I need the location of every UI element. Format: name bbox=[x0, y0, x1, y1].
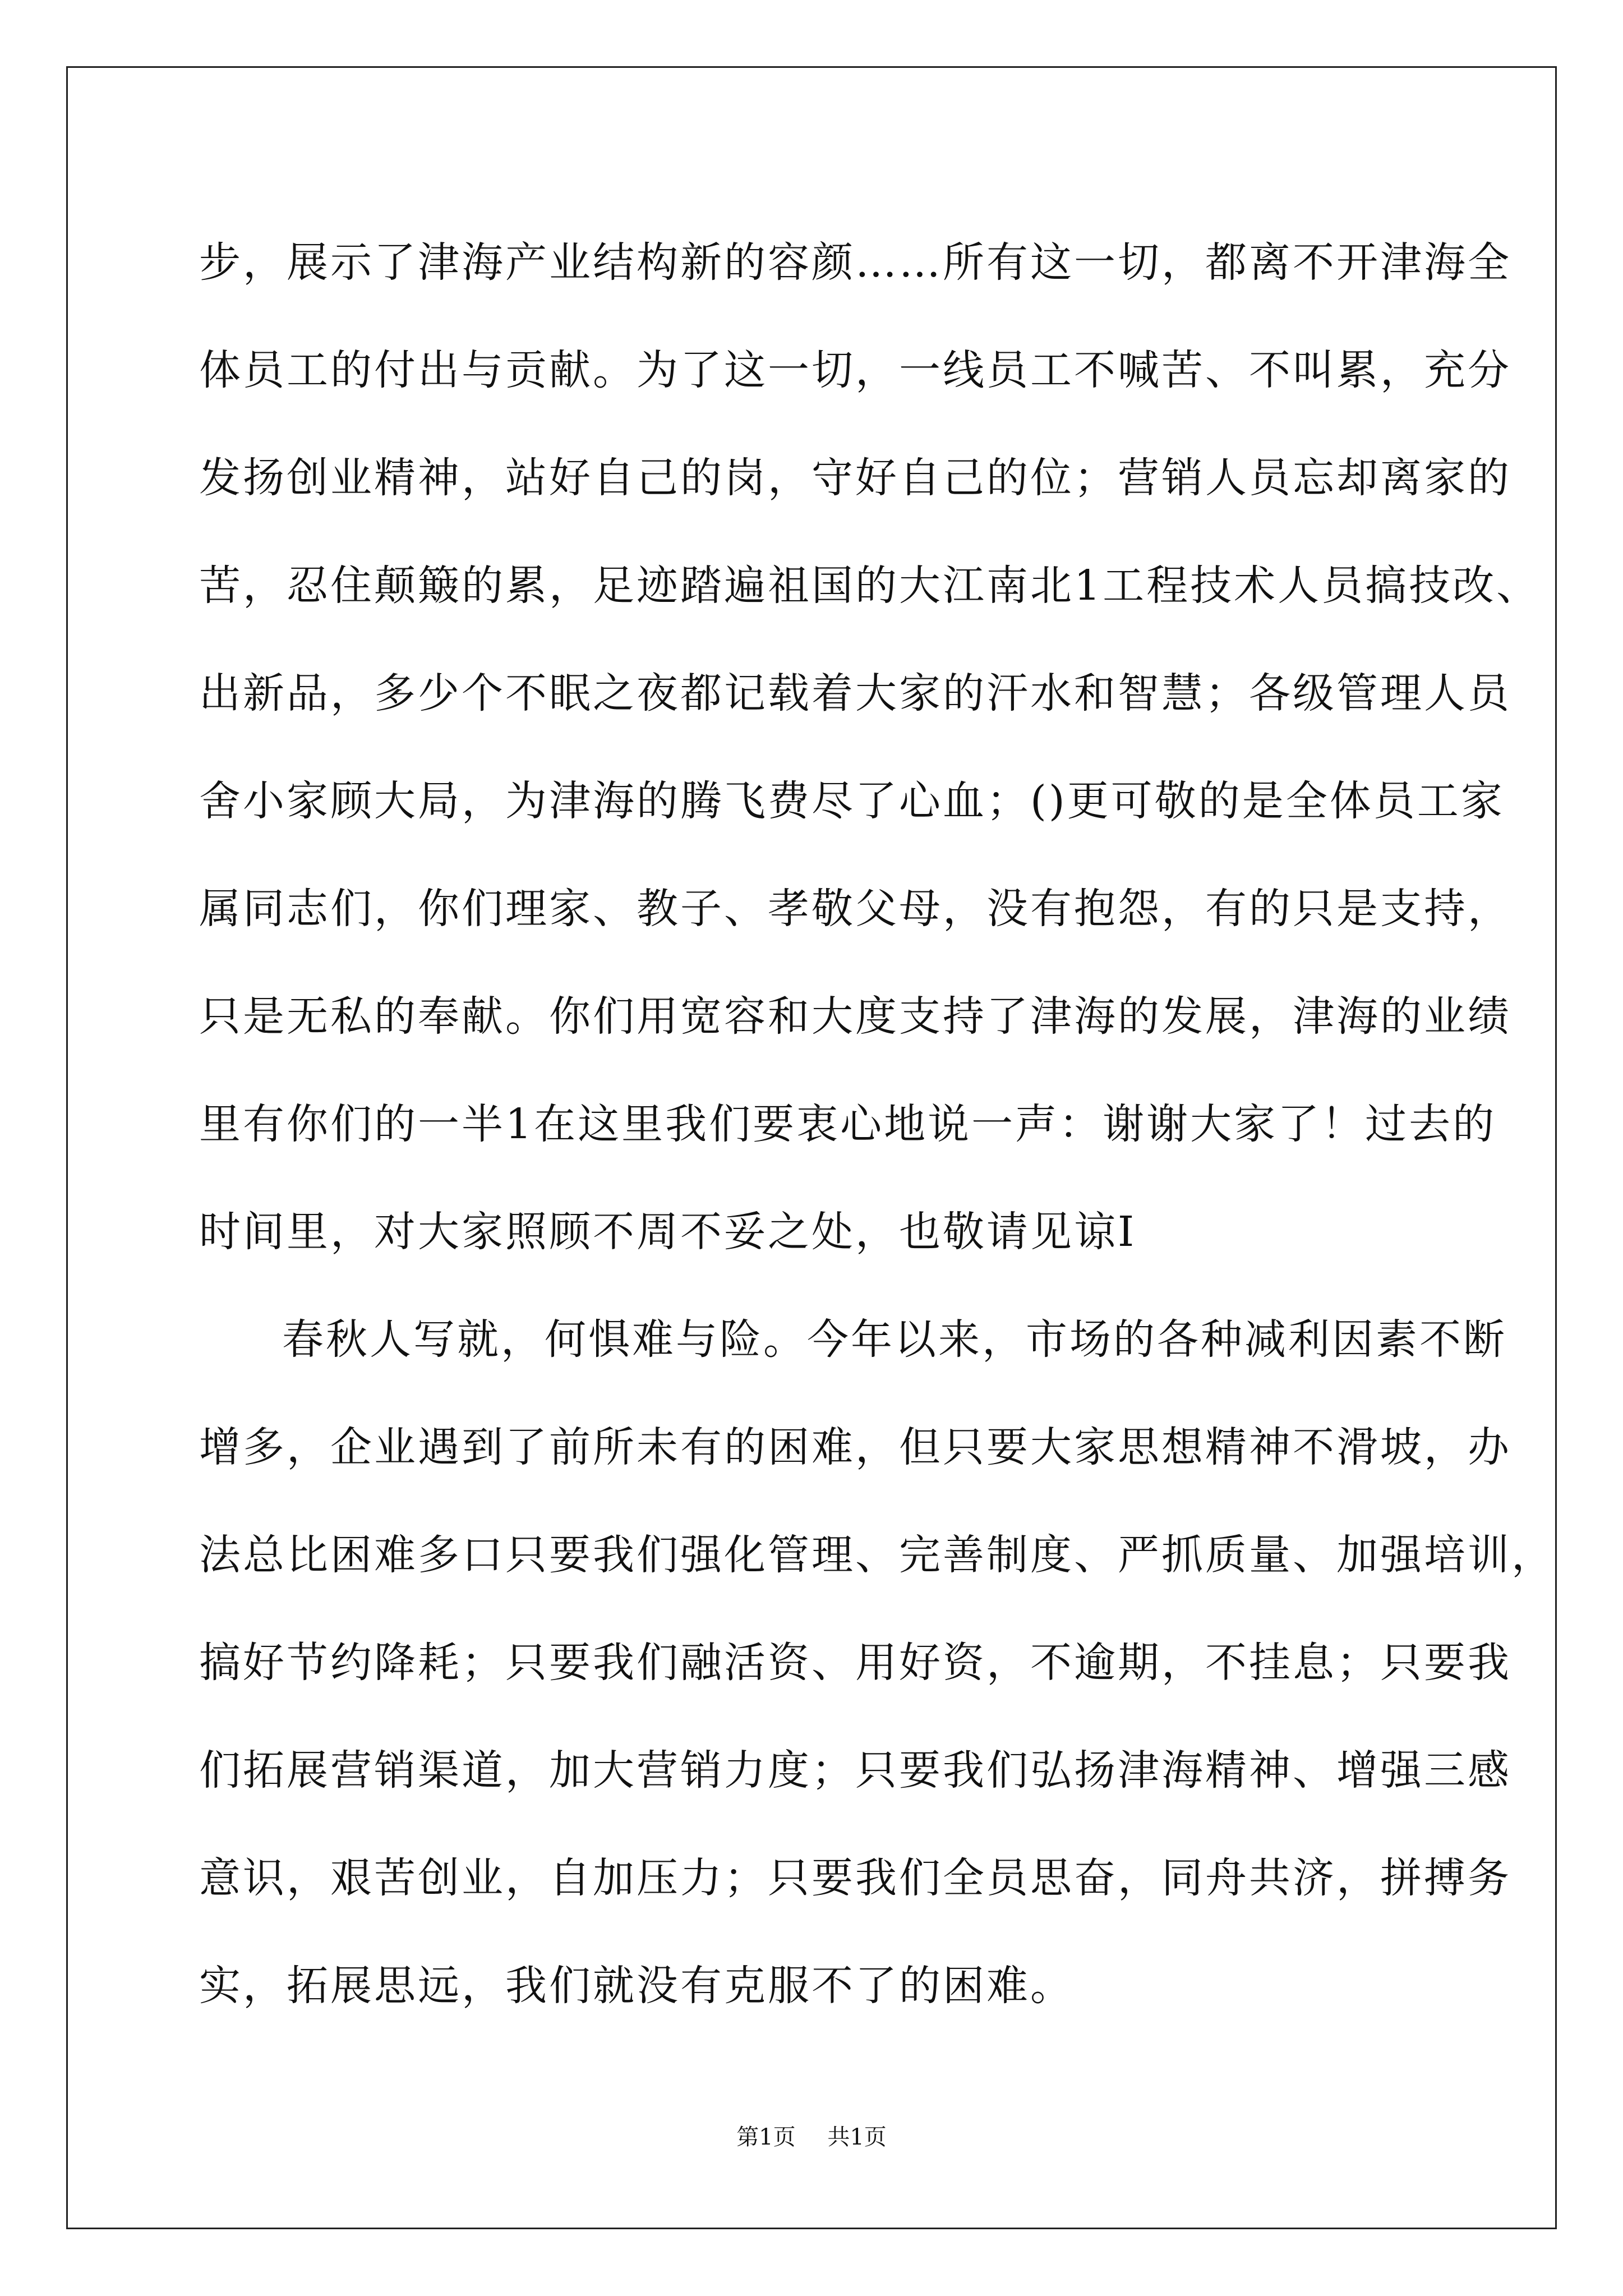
paragraph-2 bbox=[199, 1286, 1555, 2040]
text-line: 搞好节约降耗；只要我们融活资、用好资，不逾期，不挂息；只要我 bbox=[199, 1639, 1511, 1687]
page-number-current: 第1页 bbox=[736, 2124, 796, 2150]
document-body bbox=[199, 209, 1555, 2040]
text-line: 体员工的付出与贡献。为了这一切，一线员工不喊苦、不叫累，充分 bbox=[199, 346, 1511, 394]
text-line: 只是无私的奉献。你们用宽容和大度支持了津海的发展，津海的业绩 bbox=[199, 992, 1511, 1041]
page-footer bbox=[0, 2120, 1623, 2154]
paragraph-1 bbox=[199, 209, 1541, 1286]
text-line: 苦，忍住颠簸的累，足迹踏遍祖国的大江南北1工程技术人员搞技改、 bbox=[199, 562, 1541, 610]
text-line: 意识，艰苦创业，自加压力；只要我们全员思奋，同舟共济，拼搏务 bbox=[199, 1854, 1511, 1902]
text-line: 们拓展营销渠道，加大营销力度；只要我们弘扬津海精神、增强三感 bbox=[199, 1746, 1511, 1795]
text-line: 增多，企业遇到了前所未有的困难，但只要大家思想精神不滑坡，办 bbox=[199, 1423, 1511, 1471]
text-line: 属同志们，你们理家、教子、孝敬父母，没有抱怨，有的只是支持， bbox=[199, 885, 1511, 933]
text-line: 步，展示了津海产业结构新的容颜……所有这一切，都离不开津海全 bbox=[199, 238, 1511, 287]
text-line: 实，拓展思远，我们就没有克服不了的困难。 bbox=[199, 1962, 1074, 2010]
text-line: 里有你们的一半1在这里我们要衷心地说一声：谢谢大家了！过去的 bbox=[199, 1100, 1497, 1148]
text-line: 法总比困难多口只要我们强化管理、完善制度、严抓质量、加强培训， bbox=[199, 1531, 1555, 1579]
text-line: 春秋人写就，何惧难与险。今年以来，市场的各种减利因素不断 bbox=[282, 1315, 1507, 1364]
text-line: 出新品，多少个不眠之夜都记载着大家的汗水和智慧；各级管理人员 bbox=[199, 669, 1511, 717]
text-line: 时间里，对大家照顾不周不妥之处，也敬请见谅I bbox=[199, 1208, 1137, 1256]
text-line: 舍小家顾大局，为津海的腾飞费尽了心血；()更可敬的是全体员工家 bbox=[199, 777, 1505, 825]
text-line: 发扬创业精神，站好自己的岗，守好自己的位；营销人员忘却离家的 bbox=[199, 454, 1511, 502]
page-number-total: 共1页 bbox=[827, 2124, 887, 2150]
